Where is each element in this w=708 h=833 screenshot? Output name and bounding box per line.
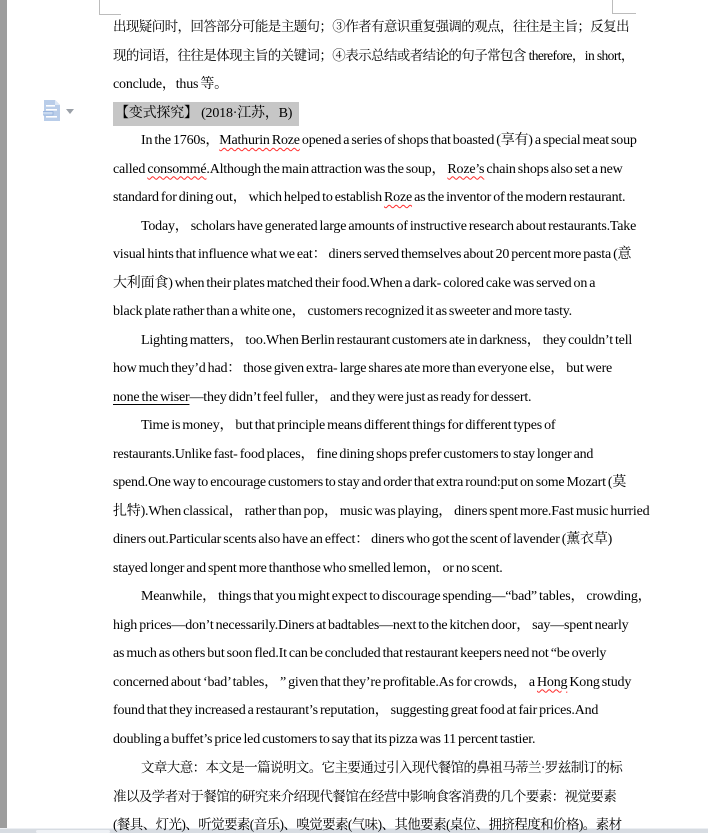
spellcheck-flagged-text: Roze’s: [447, 161, 485, 177]
text-segment: as the inventor of the modern restaurant.: [412, 190, 626, 205]
text-segment: called: [113, 161, 148, 177]
text-segment: chain shops also set a new: [484, 161, 623, 177]
text-line[interactable]: [113, 303, 572, 320]
section-heading[interactable]: 【变式探究】 (2018·江苏，B): [113, 102, 299, 126]
text-line[interactable]: [113, 132, 637, 149]
text-line[interactable]: [113, 189, 625, 206]
text-segment: Kong study: [567, 674, 632, 690]
text-segment: as much as others but soon fled.It can be concluded that restaurant keepers need not “be overly: [113, 646, 607, 661]
text-line[interactable]: [113, 332, 632, 349]
text-line[interactable]: [113, 417, 555, 434]
spellcheck-flagged-text: Mathurin Roze: [219, 133, 300, 148]
text-line[interactable]: [113, 275, 595, 292]
text-line[interactable]: [113, 645, 606, 662]
text-line[interactable]: [113, 446, 593, 463]
text-line[interactable]: [113, 759, 622, 776]
text-segment: —they didn’t feel fuller， and they were just as ready for dessert.: [189, 389, 532, 405]
text-segment: 现的词语，往往是体现主旨的关键词；④表示总结或者结论的句子常包含 therefore，in short，: [113, 48, 634, 63]
text-segment: (餐具、灯光)、听觉要素(音乐)、嗅觉要素(气味)、其他要素(桌位、拥挤程度和价格)。素材: [113, 817, 622, 832]
text-segment: black plate rather than a white one， customers recognized it as sweeter and more tasty.: [113, 304, 572, 319]
text-segment: 扎特).When classical， rather than pop， music was playing， diners spent more.Fast music hurried: [113, 503, 650, 519]
text-line[interactable]: [113, 531, 612, 548]
text-line[interactable]: [113, 617, 628, 634]
underlined-text: none the wiser: [113, 389, 190, 405]
text-segment: spend.One way to encourage customers to stay and order that extra round:put on some Mozart (莫: [113, 475, 627, 490]
text-line[interactable]: [113, 47, 634, 64]
text-segment: Time is money， but that principle means different things for different types of: [141, 418, 556, 433]
text-boundary-mark-right: [612, 0, 636, 14]
text-segment: visual hints that influence what we eat： diners served themselves about 20 percent more pasta (意: [113, 247, 632, 262]
text-line[interactable]: [113, 731, 535, 748]
text-segment: conclude，thus 等。: [113, 77, 228, 92]
text-line[interactable]: [113, 246, 631, 263]
text-line[interactable]: [113, 702, 598, 719]
text-segment: found that they increased a restaurant’s reputation， suggesting great food at fair prices.And: [113, 703, 599, 718]
text-line[interactable]: [113, 788, 616, 805]
text-segment: how much they’d had： those given extra- large shares ate more than everyone else， but were: [113, 361, 613, 376]
text-line[interactable]: [113, 674, 631, 691]
document-icon[interactable]: [43, 100, 60, 121]
text-segment: 文章大意：本文是一篇说明文。它主要通过引入现代餐馆的鼻祖马蒂兰·罗兹制订的标: [141, 760, 623, 775]
text-line[interactable]: [113, 560, 503, 577]
text-segment: opened a series of shops that boasted (享有) a special meat soup: [299, 133, 637, 148]
text-segment: diners out.Particular scents also have an effect： diners who got the scent of lavender (薰衣草): [113, 532, 613, 547]
text-segment: high prices—don’t necessarily.Diners at badtables—next to the kitchen door， say—spent nearly: [113, 617, 629, 633]
text-segment: 大利面食) when their plates matched their food.When a dark- colored cake was served on a: [113, 275, 596, 291]
text-line[interactable]: [113, 503, 649, 520]
text-line[interactable]: [113, 588, 651, 605]
text-segment: concerned about ‘bad’ tables， ” given that they’re profitable.As for crowds， a: [113, 674, 537, 690]
text-segment: standard for dining out， which helped to establish: [113, 190, 385, 205]
dropdown-arrow-icon[interactable]: [66, 109, 74, 114]
window-left-edge: [0, 0, 7, 833]
text-boundary-mark-left: [99, 0, 121, 15]
text-segment: doubling a buffet’s price led customers to say that its pizza was 11 percent tastier.: [113, 731, 536, 747]
text-line[interactable]: [113, 474, 626, 491]
text-segment: 准以及学者对于餐馆的研究来介绍现代餐馆在经营中影响食客消费的几个要素：视觉要素: [113, 788, 617, 804]
spellcheck-flagged-text: consommé: [147, 161, 207, 177]
text-segment: 出现疑问时，回答部分可能是主题句；③作者有意识重复强调的观点，往往是主旨；反复出: [113, 19, 629, 34]
text-line[interactable]: [113, 218, 636, 235]
text-line[interactable]: [113, 389, 531, 406]
text-line[interactable]: [113, 161, 623, 178]
text-segment: In the 1760s，: [141, 133, 220, 148]
text-segment: stayed longer and spent more thanthose who smelled lemon， or no scent.: [113, 560, 503, 576]
text-segment: Today， scholars have generated large amounts of instructive research about restaurants.Take: [141, 218, 637, 234]
text-segment: .Although the main attraction was the soup，: [206, 161, 448, 177]
text-segment: restaurants.Unlike fast- food places， fine dining shops prefer customers to stay longer and: [113, 446, 594, 462]
text-segment: Lighting matters， too.When Berlin restaurant customers ate in darkness， they couldn’t tell: [141, 332, 633, 348]
text-line[interactable]: [113, 76, 228, 93]
spellcheck-flagged-text: Roze: [384, 190, 413, 205]
spellcheck-flagged-text: Hong: [536, 674, 568, 690]
text-line[interactable]: [113, 360, 612, 377]
text-line[interactable]: [113, 18, 629, 35]
text-segment: Meanwhile， things that you might expect to discourage spending—“bad” tables， crowding，: [141, 589, 652, 604]
text-line[interactable]: [113, 816, 621, 833]
